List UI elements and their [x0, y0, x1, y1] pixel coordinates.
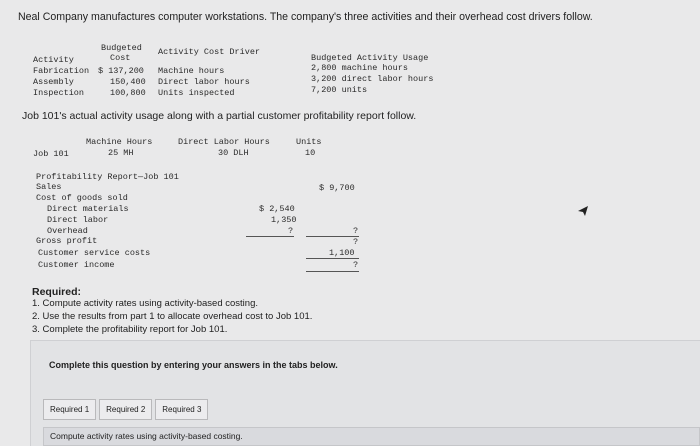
- sales-label: Sales: [36, 182, 62, 192]
- cogs-label: Cost of goods sold: [36, 193, 128, 203]
- row-activity: Inspection: [33, 88, 85, 98]
- header-activity: Activity: [33, 55, 74, 65]
- machine-hours-value: 25 MH: [108, 148, 134, 158]
- tab-required-3[interactable]: Required 3: [155, 399, 208, 420]
- intro-text: Neal Company manufactures computer workstations. The company's three activities and their overhead cost drivers follow.: [18, 11, 593, 23]
- direct-labor-label: Direct labor: [47, 215, 109, 225]
- cogs-underline: [306, 236, 359, 237]
- tab-info-text: Compute activity rates using activity-based costing.: [50, 431, 243, 441]
- tab-info-bar: [43, 427, 700, 446]
- required-item: 3. Complete the profitability report for Job 101.: [32, 324, 228, 335]
- gross-profit-label: Gross profit: [36, 236, 98, 246]
- row-driver: Units inspected: [158, 88, 235, 98]
- header-usage: Budgeted Activity Usage: [311, 53, 429, 63]
- required-item: 2. Use the results from part 1 to allocate overhead cost to Job 101.: [32, 311, 313, 322]
- row-cost: $ 137,200: [98, 66, 144, 76]
- row-driver: Direct labor hours: [158, 77, 250, 87]
- labor-hours-value: 30 DLH: [218, 148, 249, 158]
- header-cost: Cost: [110, 53, 131, 63]
- instruction-message: Complete this question by entering your answers in the tabs below.: [49, 360, 338, 370]
- header-driver: Activity Cost Driver: [158, 47, 261, 57]
- overhead-label: Overhead: [47, 226, 88, 236]
- customer-service-costs-value: 1,100: [329, 248, 355, 258]
- header-labor-hours: Direct Labor Hours: [178, 137, 270, 147]
- row-usage: 2,800 machine hours: [311, 63, 408, 73]
- header-machine-hours: Machine Hours: [86, 137, 153, 147]
- row-cost: 150,400: [110, 77, 146, 87]
- question-panel: [30, 340, 700, 446]
- gross-profit-value: ?: [353, 237, 359, 247]
- row-activity: Assembly: [33, 77, 74, 87]
- direct-materials-label: Direct materials: [47, 204, 129, 214]
- row-driver: Machine hours: [158, 66, 225, 76]
- job-label: Job 101: [33, 149, 69, 159]
- overhead-value: ?: [288, 226, 294, 236]
- row-usage: 7,200 units: [311, 85, 368, 95]
- direct-labor-value: 1,350: [271, 215, 297, 225]
- required-item: 1. Compute activity rates using activity-based costing.: [32, 298, 258, 309]
- ci-underline: [306, 271, 359, 272]
- customer-income-value: ?: [353, 260, 359, 270]
- header-budgeted: Budgeted: [101, 43, 142, 53]
- report-title: Profitability Report—Job 101: [36, 172, 179, 182]
- customer-service-costs-label: Customer service costs: [38, 248, 151, 258]
- units-value: 10: [305, 148, 316, 158]
- overhead-underline: [246, 236, 294, 237]
- tab-bar: [43, 399, 211, 420]
- header-units: Units: [296, 137, 322, 147]
- cursor-arrow-icon: [577, 205, 589, 217]
- job-intro-text: Job 101's actual activity usage along with a partial customer profitability report follow.: [22, 110, 417, 122]
- row-cost: 100,800: [110, 88, 146, 98]
- row-activity: Fabrication: [33, 66, 90, 76]
- sales-value: $ 9,700: [319, 183, 355, 193]
- tab-required-2[interactable]: Required 2: [99, 399, 152, 420]
- required-heading: Required:: [32, 286, 82, 298]
- customer-income-label: Customer income: [38, 260, 115, 270]
- cogs-total-value: ?: [353, 226, 359, 236]
- tab-required-1[interactable]: Required 1: [43, 399, 96, 420]
- row-usage: 3,200 direct labor hours: [311, 74, 434, 84]
- csc-underline: [306, 258, 359, 259]
- direct-materials-value: $ 2,540: [259, 204, 295, 214]
